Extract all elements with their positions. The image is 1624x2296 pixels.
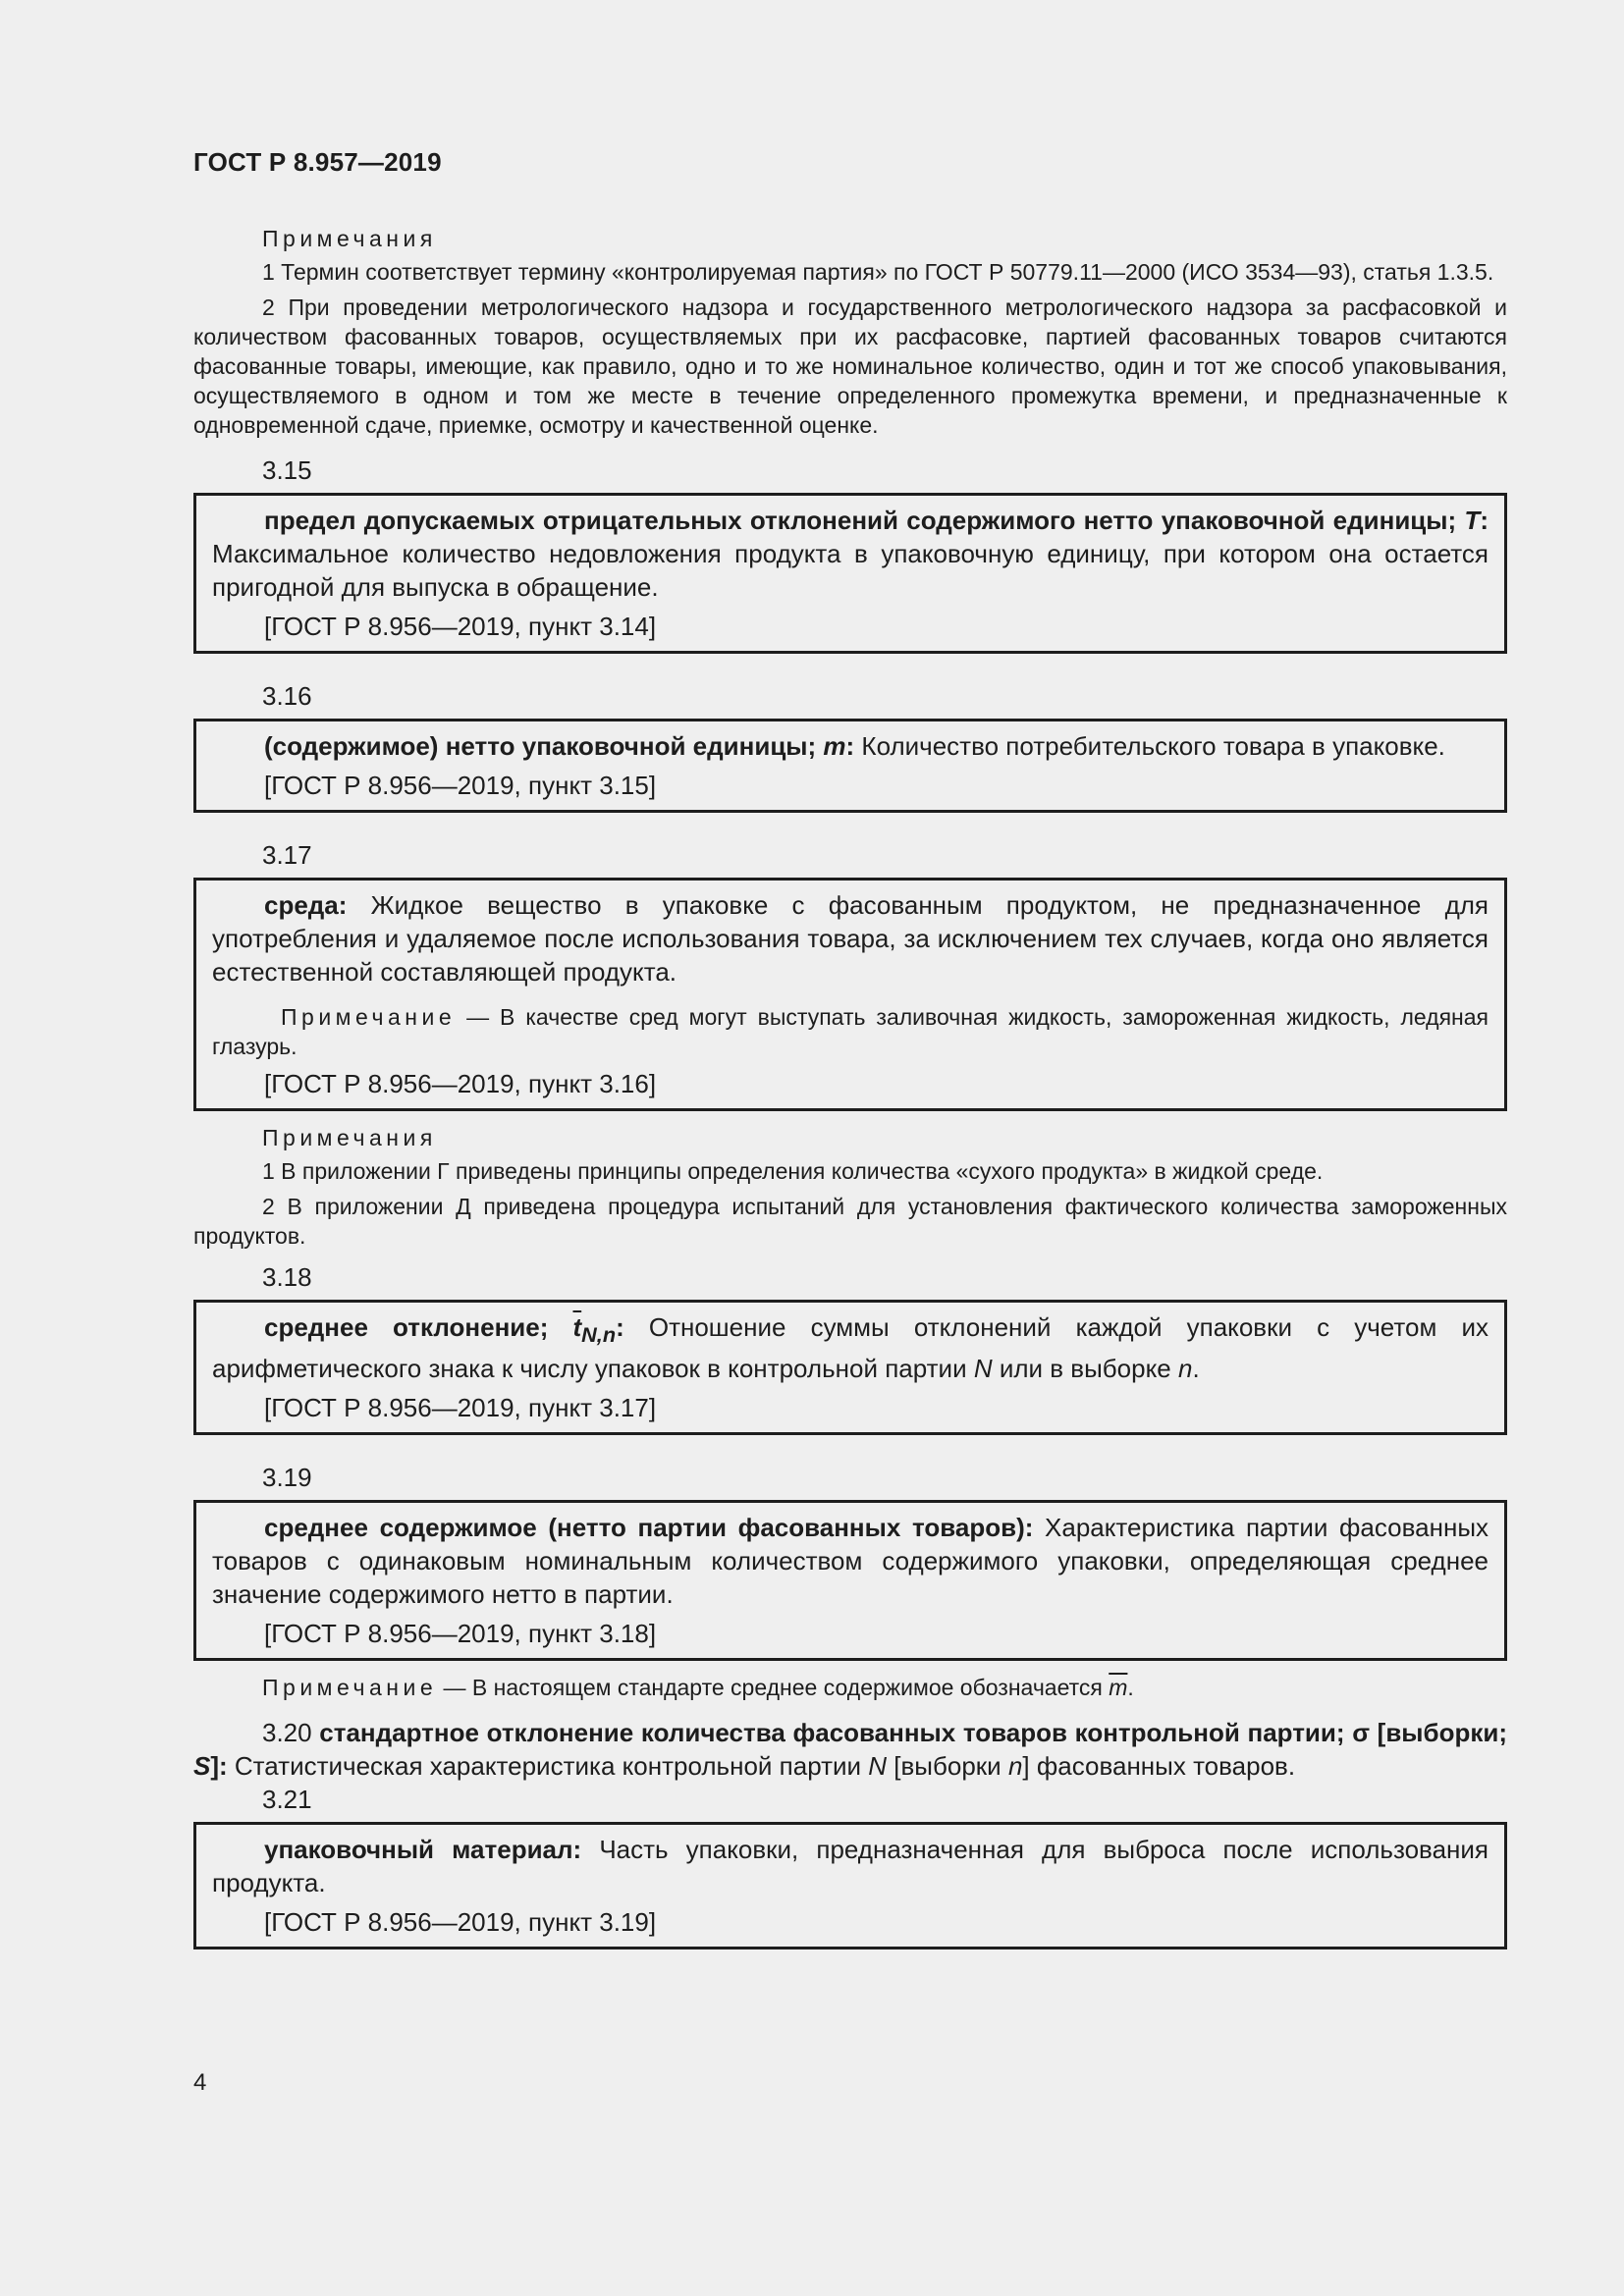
source-reference: [ГОСТ Р 8.956—2019, пункт 3.15] — [264, 771, 657, 800]
term: упаковочный материал: — [264, 1835, 582, 1865]
note-item: 2 При проведении метрологического надзора и государственного метрологического надзора за расфасовкой и количеством фасованных товаров, осуществляемых при их расфасовке, партией фасованных товаров считаются фасованные товары, имеющие, как правило, одно и то же номинальное количество, один и тот же способ упаковывания, осуществляемого в одном и том же месте в течение определенного промежутка времени, и предназначенные к одновременной сдаче, приемке, осмотру и качественной оценке. — [193, 294, 1507, 438]
notes-heading: Примечания — [262, 1125, 437, 1150]
variable: N — [868, 1751, 888, 1782]
section-note — [193, 1673, 1507, 1702]
definition-text — [212, 1511, 1489, 1611]
definition-text — [212, 504, 1489, 604]
definition-box — [193, 878, 1507, 1111]
term: предел допускаемых отрицательных отклонений содержимого нетто упаковочной единицы; — [264, 506, 1457, 535]
term: стандартное отклонение количества фасованных товаров контрольной партии; σ [выборки; — [319, 1718, 1507, 1748]
note-item: 2 В приложении Д приведена процедура испытаний для установления фактического количества замороженных продуктов. — [193, 1194, 1507, 1249]
term: среда: — [264, 890, 348, 920]
document-header: ГОСТ Р 8.957—2019 — [193, 147, 442, 177]
source-reference: [ГОСТ Р 8.956—2019, пункт 3.19] — [264, 1907, 657, 1938]
variable: N — [973, 1354, 993, 1384]
variable: n — [1177, 1354, 1193, 1384]
term-symbol: S — [193, 1751, 211, 1782]
variable: n — [1007, 1751, 1023, 1782]
definition-text — [212, 729, 1489, 763]
section-number: 3.18 — [262, 1262, 312, 1292]
definition-body: Часть упаковки, предназначенная для выброса после использования продукта. — [212, 1835, 1489, 1898]
term-symbol-subscript: N,n — [581, 1322, 617, 1348]
definition-text — [193, 1716, 1507, 1783]
source-reference: [ГОСТ Р 8.956—2019, пункт 3.16] — [264, 1069, 657, 1098]
notes-block — [193, 224, 1507, 440]
notes-heading: Примечания — [262, 226, 437, 251]
term: среднее содержимое (нетто партии фасованных товаров): — [264, 1513, 1034, 1543]
note-text: . — [1127, 1675, 1134, 1701]
definition-box — [193, 1822, 1507, 1949]
term-colon: : — [1480, 506, 1489, 535]
section-number: 3.20 — [262, 1718, 312, 1748]
definition-box — [193, 493, 1507, 654]
definition-body: Максимальное количество недовложения продукта в упаковочную единицу, при котором она остается пригодной для выпуска в обращение. — [212, 539, 1489, 602]
section-number: 3.21 — [262, 1785, 312, 1815]
definition-body: Отношение суммы отклонений каждой упаковки с учетом их арифметического знака к числу упаковок в контрольной партии — [212, 1312, 1489, 1384]
definition-body: или в выборке — [992, 1354, 1178, 1384]
note-item: 1 В приложении Г приведены принципы определения количества «сухого продукта» в жидкой среде. — [262, 1158, 1324, 1184]
definition-text — [212, 1833, 1489, 1899]
section-number: 3.17 — [262, 840, 312, 870]
definition-body: Характеристика партии фасованных товаров с одинаковым номинальным количеством содержимого упаковки, определяющая среднее значение содержимого нетто в партии. — [212, 1513, 1489, 1610]
note-item: 1 Термин соответствует термину «контролируемая партия» по ГОСТ Р 50779.11—2000 (ИСО 3534—93), статья 1.3.5. — [262, 259, 1494, 285]
note-symbol: $\overline{m}$ — [1109, 1675, 1128, 1701]
term: ]: — [210, 1751, 228, 1782]
source-reference: [ГОСТ Р 8.956—2019, пункт 3.17] — [264, 1393, 657, 1423]
note-label: Примечание — [262, 1675, 438, 1701]
term: (содержимое) нетто упаковочной единицы; — [264, 731, 817, 761]
page-number: 4 — [193, 2069, 207, 2096]
note-text: — В качестве сред могут выступать заливочная жидкость, замороженная жидкость, ледяная глазурь. — [212, 1004, 1489, 1059]
box-note — [212, 1002, 1489, 1061]
definition-body: Статистическая характеристика контрольной партии — [227, 1751, 869, 1782]
section-number: 3.19 — [262, 1463, 312, 1493]
term-symbol: T — [1464, 506, 1481, 535]
term: среднее отклонение; — [264, 1312, 549, 1342]
term-symbol: $\overline{t}$ — [572, 1312, 582, 1342]
definition-box — [193, 719, 1507, 813]
page-content — [193, 224, 1507, 1949]
definition-body: Жидкое вещество в упаковке с фасованным продуктом, не предназначенное для употребления и удаляемое после использования товара, за исключением тех случаев, когда оно является естественной составляющей продукта. — [212, 890, 1489, 987]
definition-box — [193, 1300, 1507, 1435]
notes-block — [193, 1123, 1507, 1251]
term-symbol: m — [823, 731, 846, 761]
section-number: 3.16 — [262, 681, 312, 711]
note-text: — В настоящем стандарте среднее содержимое обозначается — [437, 1675, 1110, 1701]
definition-text — [212, 1310, 1489, 1385]
term-colon: : — [616, 1312, 624, 1342]
source-reference: [ГОСТ Р 8.956—2019, пункт 3.18] — [264, 1619, 657, 1649]
note-label: Примечание — [281, 1004, 457, 1030]
definition-body: ] фасованных товаров. — [1022, 1751, 1296, 1782]
definition-text — [212, 888, 1489, 988]
definition-body: . — [1192, 1354, 1200, 1384]
definition-body: [выборки — [887, 1751, 1008, 1782]
section-number: 3.15 — [262, 455, 312, 485]
definition-body: Количество потребительского товара в упаковке. — [854, 731, 1445, 761]
term-colon: : — [845, 731, 855, 761]
definition-box — [193, 1500, 1507, 1661]
source-reference: [ГОСТ Р 8.956—2019, пункт 3.14] — [264, 612, 657, 641]
